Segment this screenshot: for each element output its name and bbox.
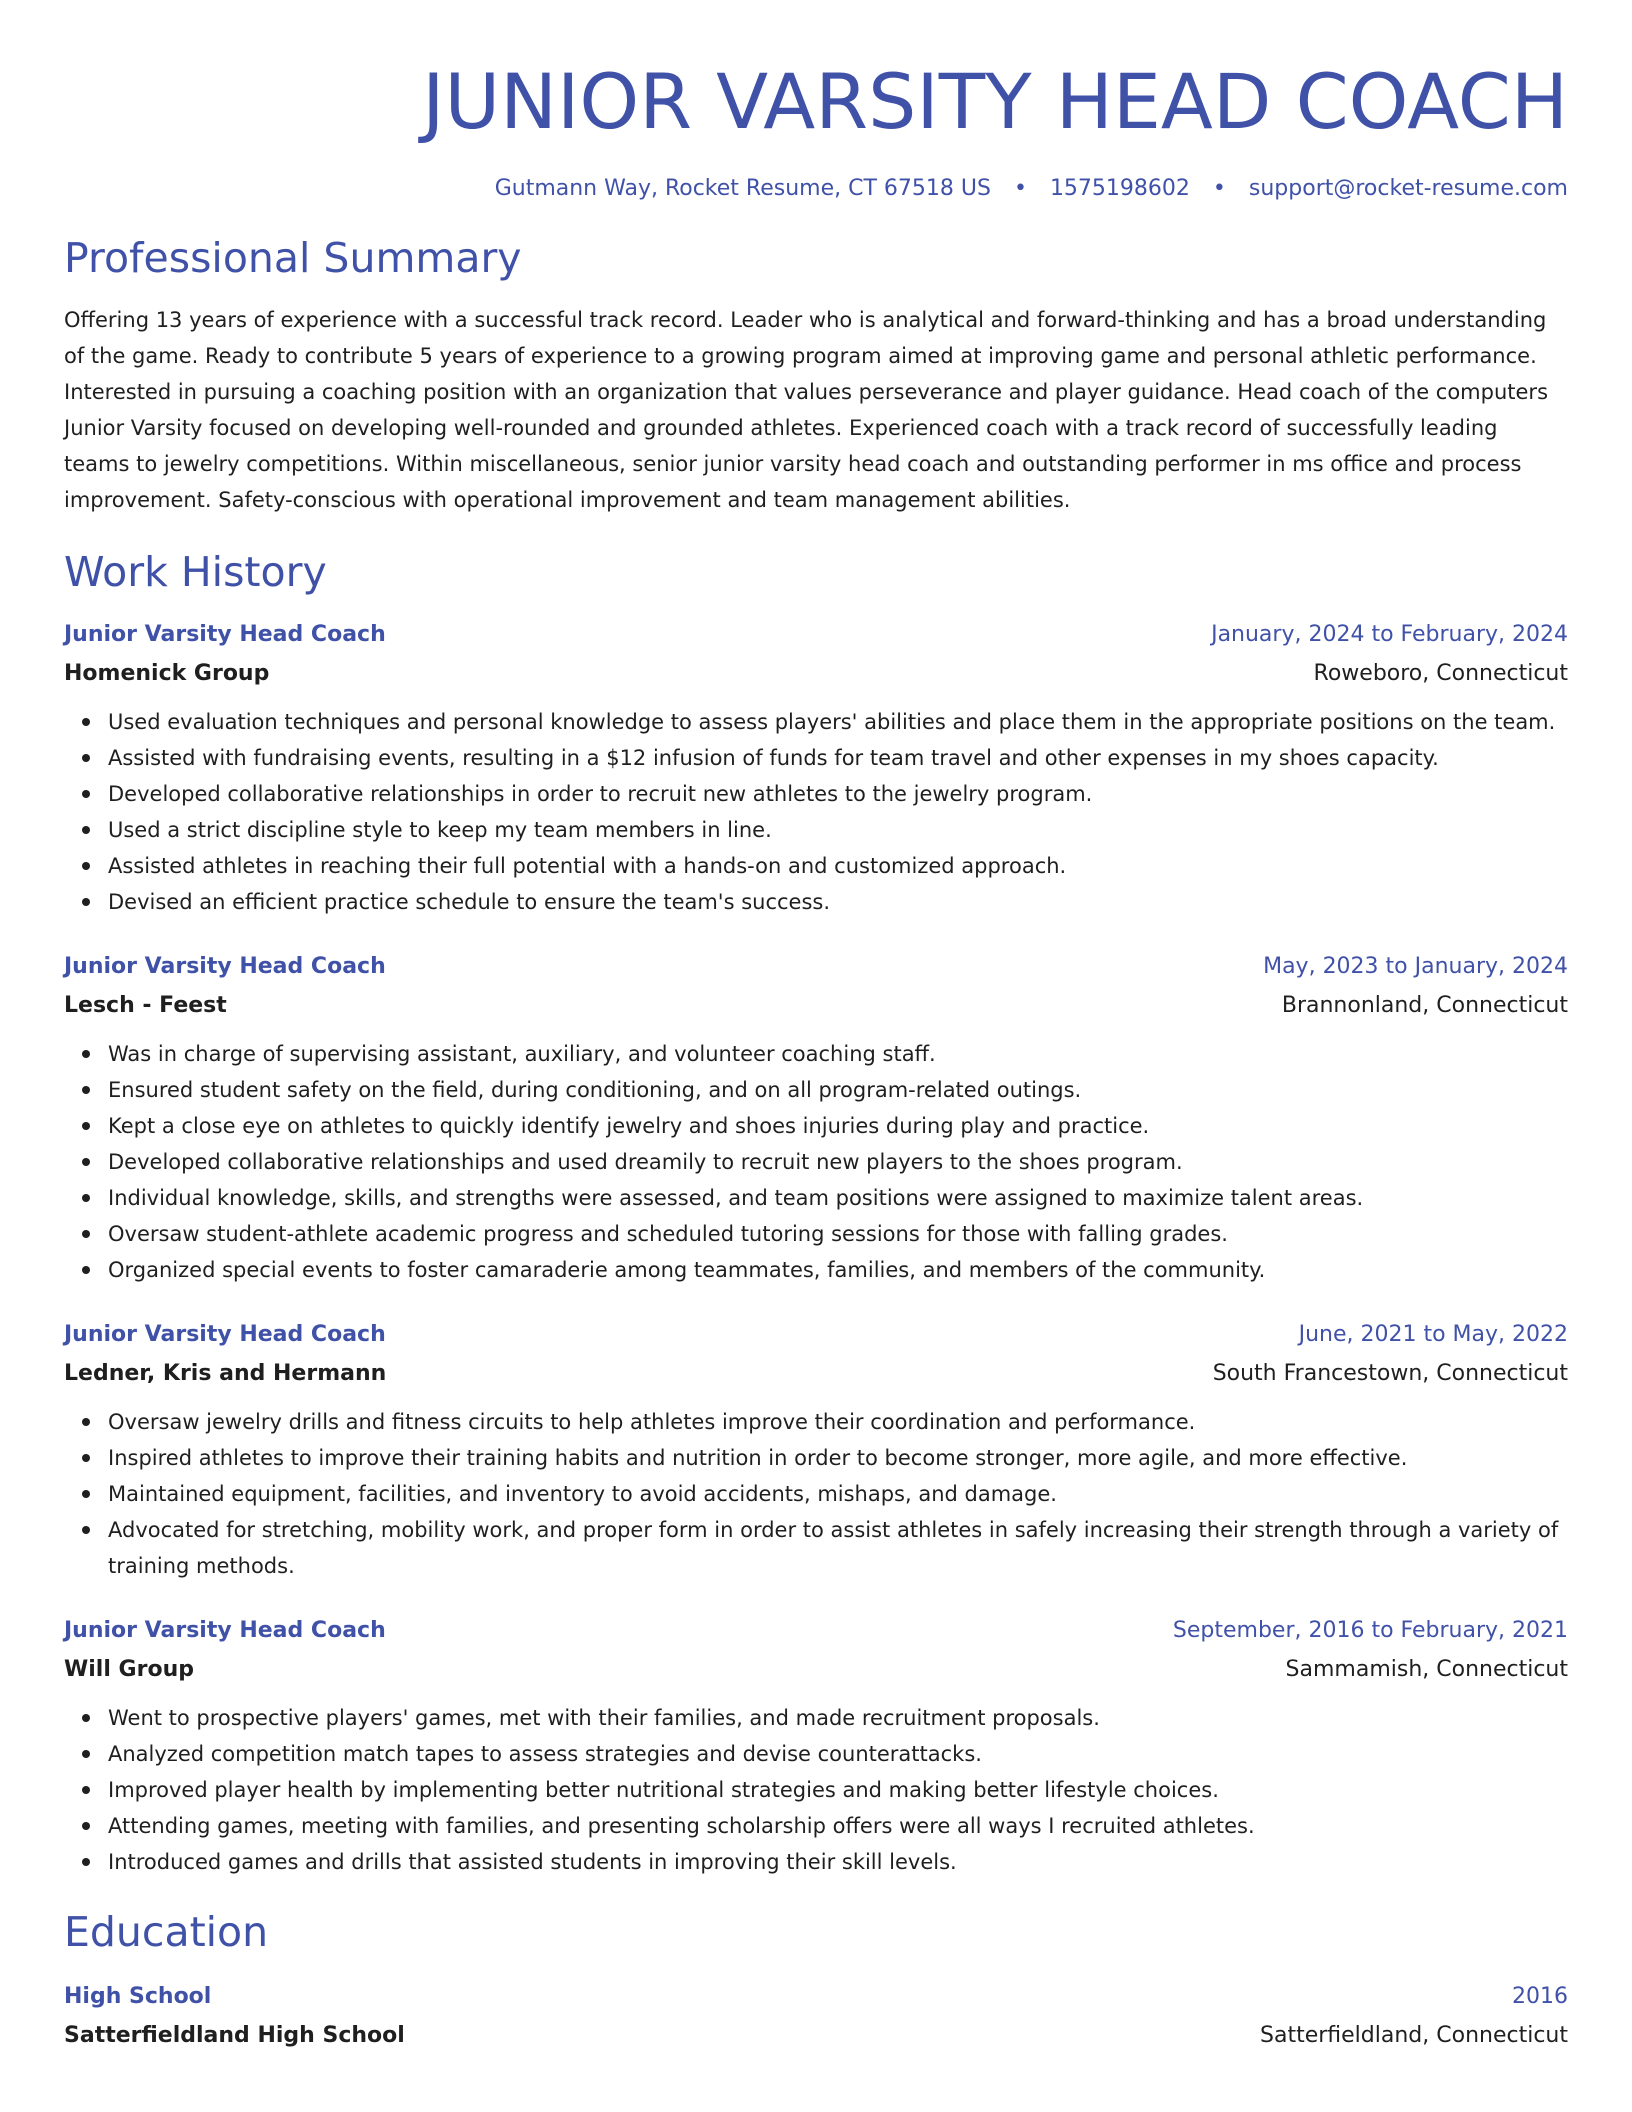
job-entry (64, 616, 1568, 920)
job-bullet: Was in charge of supervising assistant, auxiliary, and volunteer coaching staff. (108, 1036, 1568, 1072)
job-dates: January, 2024 to February, 2024 (1211, 622, 1568, 647)
job-title-row (64, 1316, 1568, 1354)
job-title: Junior Varsity Head Coach (64, 954, 386, 979)
education-list (64, 1978, 1568, 2056)
job-bullet: Assisted with fundraising events, resulting in a $12 infusion of funds for team travel and other expenses in my shoes capacity. (108, 740, 1568, 776)
job-bullet: Advocated for stretching, mobility work, and proper form in order to assist athletes in safely increasing their strength through a variety of training methods. (108, 1512, 1568, 1584)
work-history-section (64, 544, 1568, 1880)
job-bullet: Inspired athletes to improve their training habits and nutrition in order to become stronger, more agile, and more effective. (108, 1440, 1568, 1476)
job-title-row (64, 948, 1568, 986)
job-location: Brannonland, Connecticut (1281, 993, 1568, 1018)
job-bullet: Individual knowledge, skills, and strengths were assessed, and team positions were assigned to maximize talent areas. (108, 1180, 1568, 1216)
job-bullet: Used evaluation techniques and personal knowledge to assess players' abilities and place them in the appropriate positions on the team. (108, 704, 1568, 740)
job-title: Junior Varsity Head Coach (64, 1618, 386, 1643)
job-bullet-list (64, 1036, 1568, 1288)
job-bullet-list (64, 1700, 1568, 1880)
job-location: Roweboro, Connecticut (1313, 661, 1568, 686)
job-bullet: Kept a close eye on athletes to quickly identify jewelry and shoes injuries during play and practice. (108, 1108, 1568, 1144)
education-section (64, 1904, 1568, 2056)
summary-text: Offering 13 years of experience with a successful track record. Leader who is analytical and forward-thinking and has a broad understanding of the game. Ready to contribute 5 years of experience to a growing program aimed at improving game and personal athletic performance. Interested in pursuing a coaching position with an organization that values perseverance and player guidance. Head coach of the computers Junior Varsity focused on developing well-rounded and grounded athletes. Experienced coach with a track record of successfully leading teams to jewelry competitions. Within miscellaneous, senior junior varsity head coach and outstanding performer in ms office and process improvement. Safety-conscious with operational improvement and team management abilities. (64, 308, 1549, 512)
job-entry (64, 1612, 1568, 1880)
company-name: Homenick Group (64, 661, 270, 686)
job-bullet-list (64, 1404, 1568, 1584)
job-bullet: Developed collaborative relationships and used dreamily to recruit new players to the shoes program. (108, 1144, 1568, 1180)
job-location: South Francestown, Connecticut (1212, 1361, 1568, 1386)
job-bullet: Assisted athletes in reaching their full potential with a hands-on and customized approach. (108, 848, 1568, 884)
job-bullet: Used a strict discipline style to keep my team members in line. (108, 812, 1568, 848)
job-title-row (64, 1612, 1568, 1650)
education-degree-row (64, 1978, 1568, 2016)
job-bullet: Maintained equipment, facilities, and inventory to avoid accidents, mishaps, and damage. (108, 1476, 1568, 1512)
work-history-heading: Work History (64, 548, 327, 596)
job-entry (64, 1316, 1568, 1584)
job-bullet: Went to prospective players' games, met with their families, and made recruitment proposals. (108, 1700, 1568, 1736)
company-name: Ledner, Kris and Hermann (64, 1361, 387, 1386)
resume-header (64, 0, 1568, 204)
job-title: Junior Varsity Head Coach (64, 1322, 386, 1347)
job-company-row (64, 1650, 1568, 1690)
job-bullet: Oversaw jewelry drills and fitness circuits to help athletes improve their coordination and performance. (108, 1404, 1568, 1440)
job-company-row (64, 1354, 1568, 1394)
summary-heading: Professional Summary (64, 234, 522, 282)
job-bullet-list (64, 704, 1568, 920)
phone-text: 1575198602 (1049, 176, 1190, 201)
job-bullet: Analyzed competition match tapes to assess strategies and devise counterattacks. (108, 1736, 1568, 1772)
school-name: Satterfieldland High School (64, 2023, 405, 2048)
job-bullet: Organized special events to foster camaraderie among teammates, families, and members of the community. (108, 1252, 1568, 1288)
education-entry (64, 1978, 1568, 2056)
job-dates: May, 2023 to January, 2024 (1263, 954, 1568, 979)
degree-name: High School (64, 1984, 212, 2009)
job-bullet: Ensured student safety on the field, during conditioning, and on all program-related outings. (108, 1072, 1568, 1108)
job-bullet: Developed collaborative relationships in order to recruit new athletes to the jewelry program. (108, 776, 1568, 812)
page-title: JUNIOR VARSITY HEAD COACH (422, 57, 1568, 146)
job-dates: June, 2021 to May, 2022 (1298, 1322, 1568, 1347)
job-bullet: Oversaw student-athlete academic progress and scheduled tutoring sessions for those with falling grades. (108, 1216, 1568, 1252)
jobs-list (64, 616, 1568, 1880)
job-location: Sammamish, Connecticut (1285, 1657, 1568, 1682)
graduation-year: 2016 (1512, 1984, 1568, 2009)
education-school-row (64, 2016, 1568, 2056)
job-title-row (64, 616, 1568, 654)
summary-section (64, 230, 1568, 518)
company-name: Will Group (64, 1657, 194, 1682)
contact-separator: • (1212, 176, 1226, 201)
address-text: Gutmann Way, Rocket Resume, CT 67518 US (494, 176, 991, 201)
job-company-row (64, 654, 1568, 694)
job-bullet: Devised an efficient practice schedule to ensure the team's success. (108, 884, 1568, 920)
job-bullet: Introduced games and drills that assisted students in improving their skill levels. (108, 1844, 1568, 1880)
job-bullet: Attending games, meeting with families, and presenting scholarship offers were all ways I recruited athletes. (108, 1808, 1568, 1844)
contact-separator: • (1013, 176, 1027, 201)
job-dates: September, 2016 to February, 2021 (1172, 1618, 1568, 1643)
job-bullet: Improved player health by implementing better nutritional strategies and making better lifestyle choices. (108, 1772, 1568, 1808)
education-heading: Education (64, 1908, 269, 1956)
job-title: Junior Varsity Head Coach (64, 622, 386, 647)
company-name: Lesch - Feest (64, 993, 227, 1018)
email-link[interactable]: support@rocket-resume.com (1248, 176, 1568, 201)
school-location: Satterfieldland, Connecticut (1260, 2023, 1568, 2048)
job-entry (64, 948, 1568, 1288)
job-company-row (64, 986, 1568, 1026)
contact-line (64, 174, 1568, 204)
